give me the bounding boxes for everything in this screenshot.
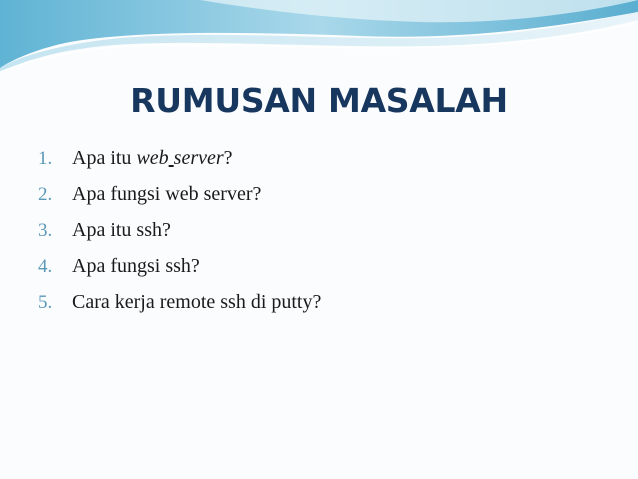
list-item-text-prefix: Apa itu <box>72 147 137 169</box>
slide-title: RUMUSAN MASALAH <box>130 81 508 120</box>
list-item-number: 2. <box>38 184 53 205</box>
list-item <box>38 176 321 212</box>
list-item-number: 5. <box>38 292 53 313</box>
list-item-text-italic-server: server <box>173 147 224 169</box>
list-item-text-italic-web: web <box>136 147 169 169</box>
list-item-number: 3. <box>38 220 53 241</box>
numbered-list <box>38 140 321 320</box>
list-item-text: Cara kerja remote ssh di putty? <box>72 291 322 313</box>
list-item-text: Apa fungsi web server? <box>72 183 262 205</box>
list-item-number: 1. <box>38 148 53 169</box>
list-item <box>38 248 321 284</box>
list-item <box>38 212 321 248</box>
list-item <box>38 140 321 176</box>
list-item <box>38 284 321 320</box>
header-wave-decoration <box>0 0 638 80</box>
list-item-text: Apa itu ssh? <box>72 219 171 241</box>
list-item-text-suffix: ? <box>223 147 233 169</box>
list-item-number: 4. <box>38 256 53 277</box>
list-item-text <box>72 147 233 169</box>
list-item-text: Apa fungsi ssh? <box>72 255 200 277</box>
